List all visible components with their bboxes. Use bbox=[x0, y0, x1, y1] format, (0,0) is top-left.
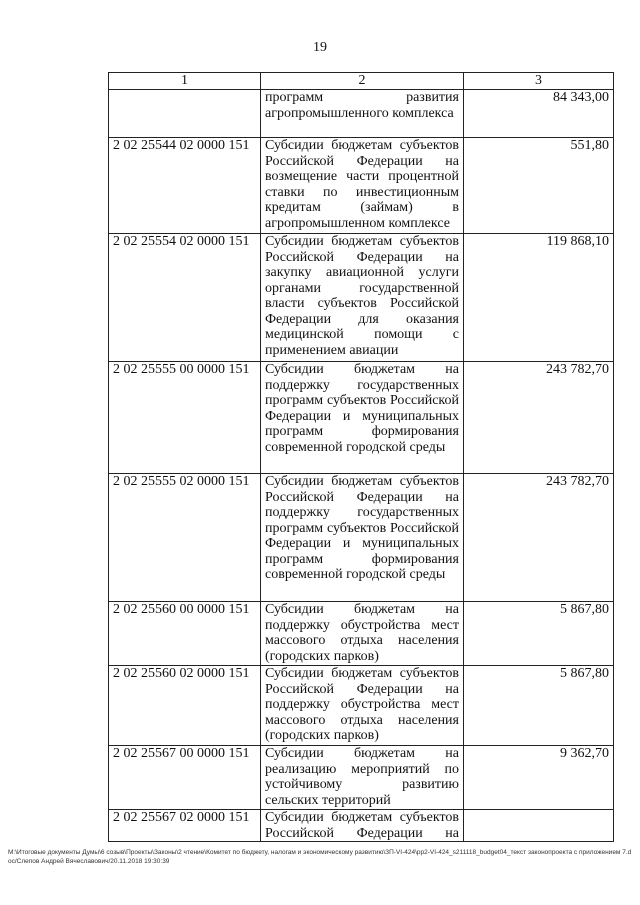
column-header-2: 2 bbox=[261, 73, 464, 90]
column-header-3: 3 bbox=[464, 73, 614, 90]
table-row bbox=[109, 474, 614, 602]
classification-code: 2 02 25567 00 0000 151 bbox=[109, 746, 261, 810]
classification-code: 2 02 25544 02 0000 151 bbox=[109, 138, 261, 234]
amount: 243 782,70 bbox=[464, 362, 614, 474]
amount: 84 343,00 bbox=[464, 90, 614, 138]
amount: 9 362,70 bbox=[464, 746, 614, 810]
classification-code: 2 02 25567 02 0000 151 bbox=[109, 810, 261, 842]
amount: 243 782,70 bbox=[464, 474, 614, 602]
classification-code: 2 02 25555 00 0000 151 bbox=[109, 362, 261, 474]
document-path-footer: M:\Итоговые документы Думы\6 созыв\Проекты\Законы\2 чтение\Комитет по бюджету, налогам и экономическому развитию\ЗП-VI-424\pp2-VI-424_s211118_budget04_текст законопроекта с приложением 7.doc/Слепов Андрей Вячеславович/20.11.2018 19:30:39 bbox=[8, 849, 632, 865]
table-row bbox=[109, 746, 614, 810]
table-header-row bbox=[109, 73, 614, 90]
amount: 119 868,10 bbox=[464, 234, 614, 362]
classification-code: 2 02 25554 02 0000 151 bbox=[109, 234, 261, 362]
classification-code: 2 02 25560 02 0000 151 bbox=[109, 666, 261, 746]
income-description: Субсидии бюджетам на поддержку обустройства мест массового отдыха населения (городских парков) bbox=[261, 602, 464, 666]
income-description: Субсидии бюджетам субъектов Российской Федерации на поддержку обустройства мест массового отдыха населения (городских парков) bbox=[261, 666, 464, 746]
income-description: Субсидии бюджетам на реализацию мероприятий по устойчивому развитию сельских территорий bbox=[261, 746, 464, 810]
classification-code bbox=[109, 90, 261, 138]
amount: 5 867,80 bbox=[464, 666, 614, 746]
classification-code: 2 02 25560 00 0000 151 bbox=[109, 602, 261, 666]
income-description: Субсидии бюджетам субъектов Российской Федерации на возмещение части процентной ставки по инвестиционным кредитам (займам) в агропромышленном комплексе bbox=[261, 138, 464, 234]
column-header-1: 1 bbox=[109, 73, 261, 90]
amount: 5 867,80 bbox=[464, 602, 614, 666]
budget-table bbox=[108, 72, 614, 842]
table-row bbox=[109, 362, 614, 474]
income-description: Субсидии бюджетам субъектов Российской Федерации на поддержку государственных программ субъектов Российской Федерации и муниципальных программ формирования современной городской среды bbox=[261, 474, 464, 602]
table-row bbox=[109, 602, 614, 666]
amount bbox=[464, 810, 614, 842]
table-row bbox=[109, 138, 614, 234]
income-description: программ развития агропромышленного комплекса bbox=[261, 90, 464, 138]
income-description: Субсидии бюджетам субъектов Российской Федерации на bbox=[261, 810, 464, 842]
classification-code: 2 02 25555 02 0000 151 bbox=[109, 474, 261, 602]
table-row bbox=[109, 90, 614, 138]
page-number: 19 bbox=[313, 40, 327, 55]
amount: 551,80 bbox=[464, 138, 614, 234]
table-row bbox=[109, 810, 614, 842]
income-description: Субсидии бюджетам на поддержку государственных программ субъектов Российской Федерации и муниципальных программ формирования современной городской среды bbox=[261, 362, 464, 474]
income-description: Субсидии бюджетам субъектов Российской Федерации на закупку авиационной услуги органами государственной власти субъектов Российской Федерации для оказания медицинской помощи с применением авиации bbox=[261, 234, 464, 362]
table-row bbox=[109, 234, 614, 362]
table-row bbox=[109, 666, 614, 746]
